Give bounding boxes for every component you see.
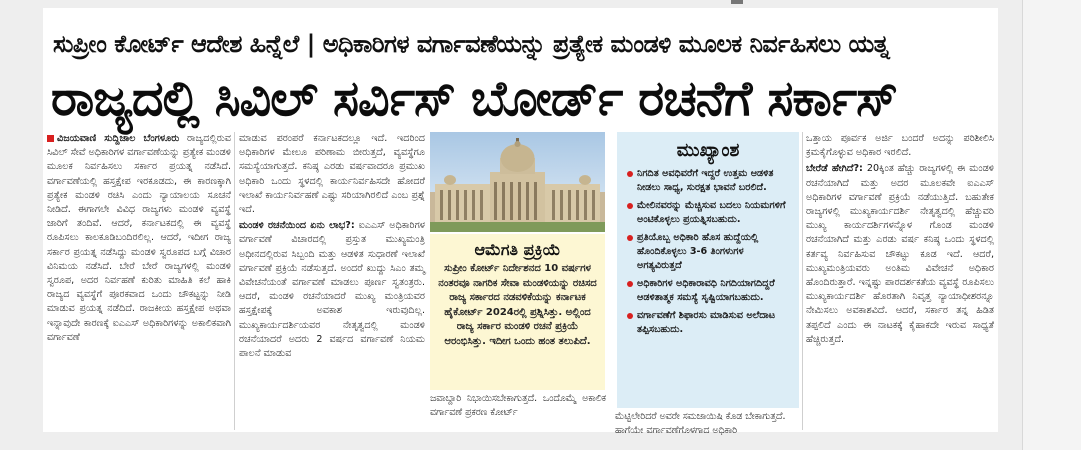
column-divider: [234, 132, 235, 430]
column-1-text: ರಾಜ್ಯದಲ್ಲಿರುವ ಸಿವಿಲ್ ಸೇವೆ ಅಧಿಕಾರಿಗಳ ವರ್ಗಾವಣೆಯನ್ನು ಪ್ರತ್ಯೇಕ ಮಂಡಳಿ ಮೂಲಕ ನಿರ್ವಹಿಸಲು ಸರ್ಕಾರ ಪ್ರಯತ್ನ ನಡೆಸಿದೆ. ವರ್ಗಾವಣೆಯಲ್ಲಿ ಹಸ್ತಕ್ಷೇಪ ಇರಕೂಡದು, ಈ ಕಾರಣಕ್ಕಾಗಿ ಪ್ರತ್ಯೇಕ ಮಂಡಳಿ ರಚಿಸಿ ಎಂದು ನ್ಯಾಯಾಲಯ ಸೂಚನೆ ನೀಡಿದೆ. ಈಗಾಗಲೇ ವಿವಿಧ ರಾಜ್ಯಗಳು ಮಂಡಳಿ ವ್ಯವಸ್ಥೆ ಜಾರಿಗೆ ತಂದಿವೆ. ಆದರೆ, ಕರ್ನಾಟಕದಲ್ಲಿ ಈ ವ್ಯವಸ್ಥೆ ರೂಪಿಸಲು ಕಾಲಕೂಡಿಬಂದಿರಲಿಲ್ಲ. ಆದರೆ, ಇದೀಗ ರಾಜ್ಯ ಸರ್ಕಾರ ಪ್ರಯತ್ನ ನಡೆಸಿದ್ದು ಮಂಡಳಿ ಸ್ವರೂಪದ ಬಗ್ಗೆ ವಿಚಾರ ವಿನಿಮಯ ನಡೆಸಿದೆ. ಬೇರೆ ಬೇರೆ ರಾಜ್ಯಗಳಲ್ಲಿ ಮಂಡಳಿ ಸ್ವರೂಪ, ಅದರ ನಿರ್ವಹಣೆ ಕುರಿತು ಮಾಹಿತಿ ಕಲೆ ಹಾಕಿ ರಾಜ್ಯದ ವ್ಯವಸ್ಥೆಗೆ ಪೂರಕವಾದ ಒಂದು ಚೌಕಟ್ಟನ್ನು ನೀಡಿ ಮಾಡುವ ಪ್ರಯತ್ನ ನಡೆದಿದೆ. ರಾಜಕೀಯ ಹಸ್ತಕ್ಷೇಪ ಅಥವಾ ಇನ್ನಾವುದೇ ಕಾರಣಕ್ಕೆ ಐಎಎಸ್ ಅಧಿಕಾರಿಗಳನ್ನು ಅಕಾಲಿಕವಾಗಿ ವರ್ಗಾವಣೆ: [47, 133, 231, 343]
red-bullet-icon: [627, 235, 633, 241]
column-5-paragraph-1: ಒತ್ತಾಯ ಪೂರ್ವಕ ಅರ್ಜಿ ಬಂದರೆ ಅದನ್ನು ಪರಿಶೀಲಿಸಿ ಕ್ರಮಕೈಗೊಳ್ಳುವ ಅಧಿಕಾರ ಇರಲಿದೆ.: [806, 133, 994, 159]
column-2-paragraph-2: ಐಎಎಸ್ ಅಧಿಕಾರಿಗಳ ವರ್ಗಾವಣೆ ವಿಚಾರದಲ್ಲಿ ಪ್ರಸ್ತುತ ಮುಖ್ಯಮಂತ್ರಿ ಅಧೀನದಲ್ಲಿರುವ ಸಿಬ್ಬಂದಿ ಮತ್ತು ಆಡಳಿತ ಸುಧಾರಣೆ ಇಲಾಖೆ ವರ್ಗಾವಣೆ ಪ್ರಕ್ರಿಯೆ ನಡೆಸುತ್ತದೆ. ಅಂದರೆ ಖುದ್ದು ಸಿಎಂ ತಮ್ಮ ವಿವೇಚನೆಯಂತೆ ವರ್ಗಾವಣೆ ಮಾಡಲು ಪೂರ್ಣ ಸ್ವತಂತ್ರರು. ಆದರೆ, ಮಂಡಳಿ ರಚನೆಯಾದರೆ ಮುಖ್ಯ ಮಂತ್ರಿಯವರ ಹಸ್ತಕ್ಷೇಪಕ್ಕೆ ಅವಕಾಶ ಇರುವುದಿಲ್ಲ. ಮುಖ್ಯಕಾರ್ಯದರ್ಶಿಯವರ ನೇತೃತ್ವದಲ್ಲಿ ಮಂಡಳಿ ರಚನೆಯಾದರೆ ಅದರು 2 ವರ್ಷದ ವರ್ಗಾವಣೆ ನಿಯಮ ಪಾಲನೆ ಮಾಡುವ: [239, 220, 425, 360]
highlight-item: [627, 231, 791, 273]
column-2-paragraph-1: ಮಾಡುವ ಪರಂಪರೆ ಕರ್ನಾಟಕದಲ್ಲೂ ಇದೆ. ಇದರಿಂದ ಅಧಿಕಾರಿಗಳ ಮೇಲೂ ಪರಿಣಾಮ ಬೀರುತ್ತದೆ, ವ್ಯವಸ್ಥೆಗೂ ಸಮಸ್ಯೆಯಾಗುತ್ತದೆ. ಕನಿಷ್ಠ ಎರಡು ವರ್ಷವಾದರೂ ಪ್ರಮುಖ ಅಧಿಕಾರಿ ಒಂದು ಸ್ಥಳದಲ್ಲಿ ಕಾರ್ಯನಿರ್ವಹಿಸದೇ ಹೋದರೆ ಇಲಾಖೆ ಕಾರ್ಯನಿರ್ವಹಣೆ ಎಷ್ಟು ಸರಿಯಾಗಿರಲಿದೆ ಎಂಬ ಪ್ರಶ್ನೆ ಇದೆ.: [239, 133, 425, 216]
article-column-2: [239, 132, 425, 430]
newspaper-clipping: [43, 8, 998, 436]
highlight-text: ನಿಗದಿತ ಅವಧಿವರೆಗೆ ಇದ್ದರೆ ಉತ್ತಮ ಆಡಳಿತ ನೀಡಲು ಸಾಧ್ಯ, ಸುರಕ್ಷತ ಭಾವನೆ ಬರಲಿದೆ.: [637, 168, 774, 193]
highlight-text: ವರ್ಗಾವಣೆಗೆ ಶಿಫಾರಸು ಮಾಡಿಸುವ ಅಲೆದಾಟ ತಪ್ಪಿಸಬಹುದು.: [637, 310, 776, 335]
page-edge-mark: [731, 0, 743, 4]
article-column-1: [47, 132, 231, 430]
sub-headline: ಸುಪ್ರೀಂ ಕೋರ್ಟ್ ಆದೇಶ ಹಿನ್ನೆಲೆ | ಅಧಿಕಾರಿಗಳ ವರ್ಗಾವಣೆಯನ್ನು ಪ್ರತ್ಯೇಕ ಮಂಡಳಿ ಮೂಲಕ ನಿರ್ವಹಿಸಲು ಯತ್ನ: [53, 30, 890, 58]
article-column-5: [806, 132, 994, 430]
info-box-slow-process: [430, 234, 605, 390]
column-3-text: ಜವಾಬ್ದಾರಿ ನಿಭಾಯಿಸಬೇಕಾಗುತ್ತದೆ. ಒಂದೊಮ್ಮೆ ಅಕಾಲಿಕ ವರ್ಗಾವಣೆ ಪ್ರಕರಣ ಕೋರ್ಟ್: [430, 393, 606, 418]
highlight-item: [627, 277, 791, 305]
column-divider: [802, 132, 803, 430]
highlight-text: ಮೇಲಿನವರನ್ನು ಮೆಚ್ಚಿಸುವ ಬದಲು ನಿಯಮಗಳಿಗೆ ಅಂಟಿಕೊಳ್ಳಲು ಪ್ರಯತ್ನಿಸಬಹುದು.: [637, 200, 786, 225]
highlights-box: [617, 132, 799, 408]
section-heading-benefit: ಮಂಡಳಿ ರಚನೆಯಿಂದ ಏನು ಲಾಭ?:: [239, 220, 355, 232]
building-illustration: [430, 132, 605, 232]
column-4-text: ಮೆಟ್ಟಿಲೇರಿದರೆ ಅವರೇ ಸಮಜಾಯಿಷಿ ಕೊಡ ಬೇಕಾಗುತ್ತದೆ. ಹಾಗೆಯೇ ವರ್ಗಾವಣೆಗೊಳಗಾದ ಅಧಿಕಾರಿ: [615, 411, 786, 436]
viewer-margin: [1022, 0, 1081, 450]
highlights-title: ಮುಖ್ಯಾಂಶ: [676, 140, 740, 161]
red-bullet-icon: [627, 281, 633, 287]
red-bullet-icon: [627, 171, 633, 177]
red-bullet-icon: [627, 313, 633, 319]
highlight-text: ಅಧಿಕಾರಿಗಳ ಅಧಿಕಾರಾವಧಿ ನಿಗದಿಯಾಗದಿದ್ದರೆ ಆಡಳಿತಾತ್ಮಕ ಸಮಸ್ಯೆ ಸೃಷ್ಟಿಯಾಗಬಹುದು.: [637, 278, 775, 303]
highlight-item: [627, 167, 791, 195]
dateline-marker-icon: [47, 135, 54, 142]
vidhana-soudha-photo: [430, 132, 605, 232]
red-bullet-icon: [627, 203, 633, 209]
highlight-item: [627, 309, 791, 337]
section-heading-elsewhere: ಬೇರೆಡೆ ಹೇಗಿದೆ?:: [806, 163, 863, 175]
highlight-text: ಪ್ರತಿಯೊಬ್ಬ ಅಧಿಕಾರಿ ಹೊಸ ಹುದ್ದೆಯಲ್ಲಿ ಹೊಂದಿಕೊಳ್ಳಲು 3-6 ತಿಂಗಳುಗಳ ಅಗತ್ಯವಿರುತ್ತದೆ: [637, 232, 759, 271]
info-box-title: ಆಮೆಗತಿ ಪ್ರಕ್ರಿಯೆ: [474, 240, 561, 259]
column-5-paragraph-2: 20ಕ್ಕಿಂತ ಹೆಚ್ಚು ರಾಜ್ಯಗಳಲ್ಲಿ ಈ ಮಂಡಳಿ ರಚನೆಯಾಗಿದೆ ಮತ್ತು ಅದರ ಮೂಲಕವೇ ಐಎಎಸ್ ಅಧಿಕಾರಿಗಳ ವರ್ಗಾವಣೆ ಪ್ರಕ್ರಿಯೆ ನಡೆಯುತ್ತಿದೆ. ಬಹುತೇಕ ರಾಜ್ಯಗಳಲ್ಲಿ ಮುಖ್ಯಕಾರ್ಯದರ್ಶಿ ನೇತೃತ್ವದಲ್ಲಿ ಹೆಚ್ಚುವರಿ ಮುಖ್ಯ ಕಾರ್ಯದರ್ಶಿಗಳನ್ನೊಳ ಗೊಂಡ ಮಂಡಳಿ ರಚನೆಯಾಗಿದೆ ಮತ್ತು ಎರಡು ವರ್ಷ ಕನಿಷ್ಠ ಒಂದು ಸ್ಥಳದಲ್ಲಿ ಕರ್ತವ್ಯ ನಿರ್ವಹಿಸುವ ಚೌಕಟ್ಟು ಕೂಡ ಇದೆ. ಆದರೆ, ಮುಖ್ಯಮಂತ್ರಿಯವರು ಅಂತಿಮ ವಿವೇಚನೆ ಅಧಿಕಾರ ಹೊಂದಿರುತ್ತಾರೆ. ಇನ್ನಷ್ಟು ಪಾರದರ್ಶಕತೆಯ ವ್ಯವಸ್ಥೆ ರೂಪಿಸಲು ಮುಖ್ಯಕಾರ್ಯದರ್ಶಿ ಹೊರತಾಗಿ ನಿವೃತ್ತ ನ್ಯಾಯಾಧೀಶರನ್ನೂ ನೇಮಿಸಲು ಅವಕಾಶವಿದೆ. ಆದರೆ, ಸರ್ಕಾರ ತನ್ನ ಹಿಡಿತ ತಪ್ಪಲಿದೆ ಎಂದು ಈ ನಾಟಕಕ್ಕೆ ಕೈಹಾಕದೇ ಇರುವ ಸಾಧ್ಯತೆ ಹೆಚ್ಚಿರುತ್ತದೆ.: [806, 163, 994, 345]
highlight-item: [627, 199, 791, 227]
info-box-body: ಸುಪ್ರೀಂ ಕೋರ್ಟ್ ನಿರ್ದೇಶನದ 10 ವರ್ಷಗಳ ನಂತರವೂ ನಾಗರಿಕ ಸೇವಾ ಮಂಡಳಿಯನ್ನು ರಚಿಸದ ರಾಜ್ಯ ಸರ್ಕಾರದ ನಡವಳಿಕೆಯನ್ನು ಕರ್ನಾಟಕ ಹೈಕೋರ್ಟ್ 2024ರಲ್ಲಿ ಪ್ರಶ್ನಿಸಿತ್ತು. ಅಲ್ಲಿಂದ ರಾಜ್ಯ ಸರ್ಕಾರ ಮಂಡಳಿ ರಚನೆ ಪ್ರಕ್ರಿಯೆ ಆರಂಭಿಸಿತ್ತು. ಇದೀಗ ಒಂದು ಹಂತ ತಲುಪಿದೆ.: [438, 263, 597, 347]
main-headline: ರಾಜ್ಯದಲ್ಲಿ ಸಿವಿಲ್ ಸರ್ವಿಸ್ ಬೋರ್ಡ್ ರಚನೆಗೆ ಸರ್ಕಾಸ್: [51, 70, 898, 127]
highlights-list: [617, 167, 799, 337]
dateline: ವಿಜಯವಾಣಿ ಸುದ್ದಿಜಾಲ ಬೆಂಗಳೂರು: [57, 133, 180, 144]
